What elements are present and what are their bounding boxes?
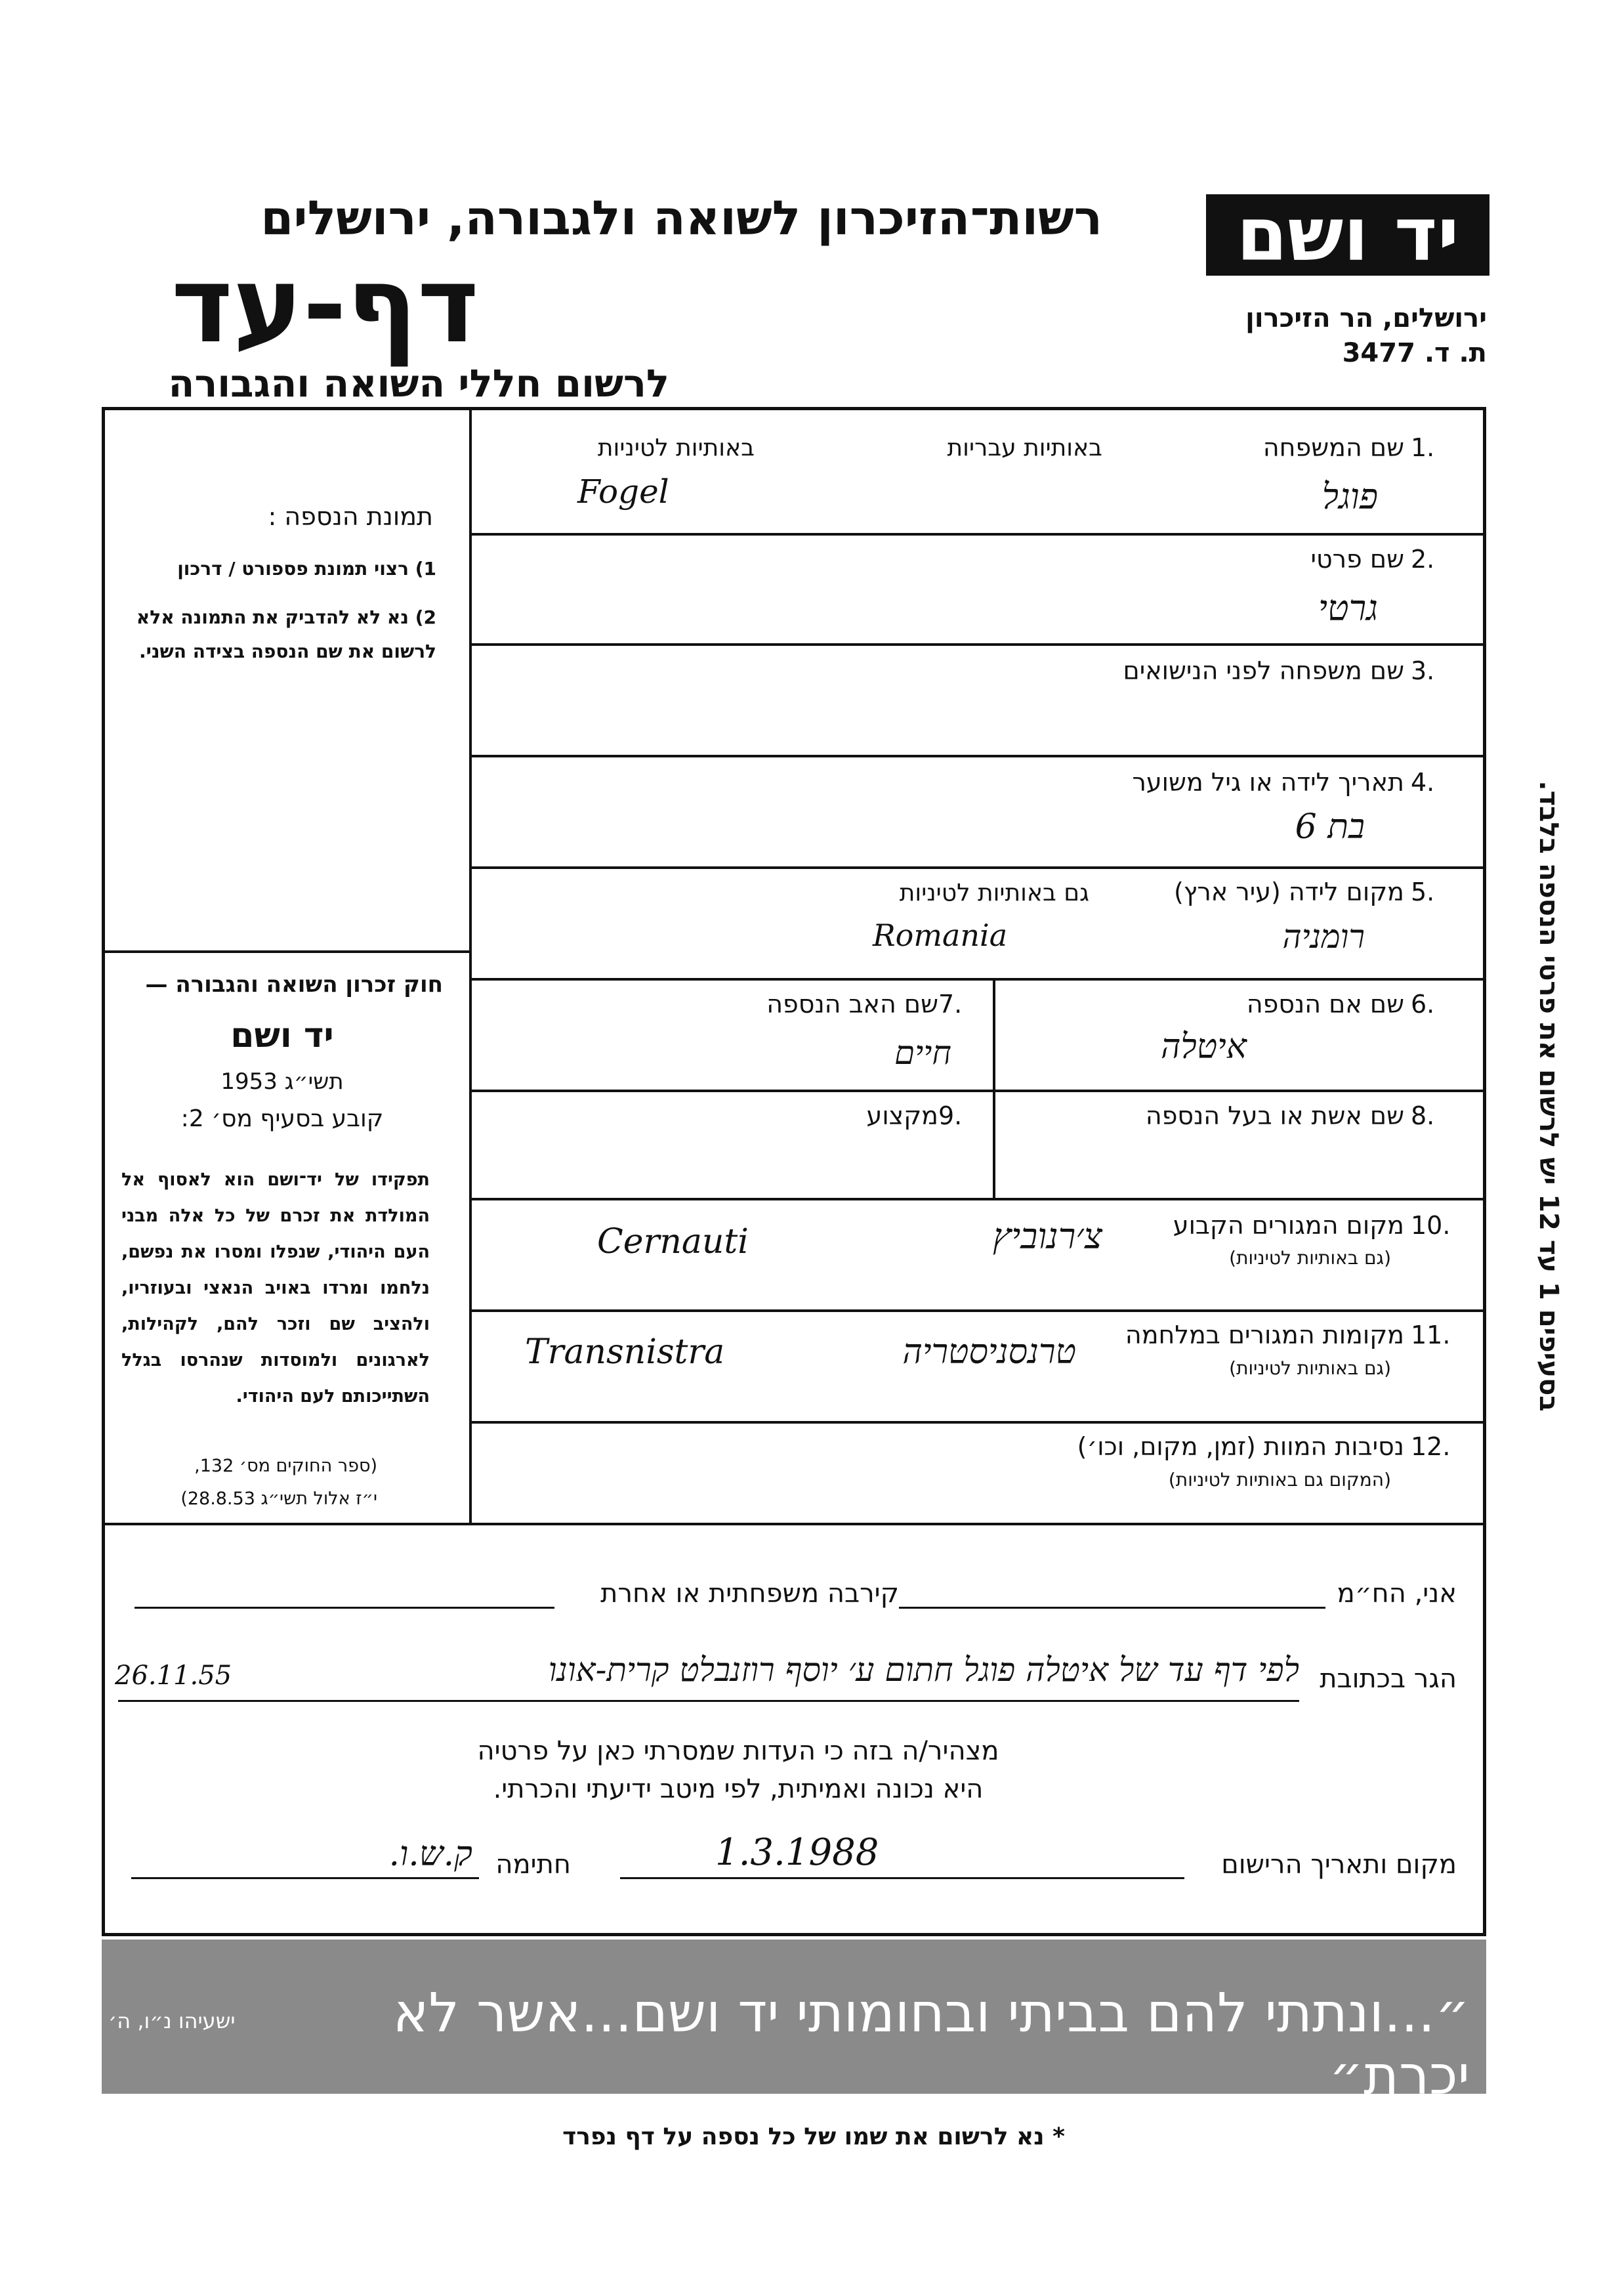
field-5-latin-value[interactable]: Romania <box>873 918 1008 953</box>
row-line <box>469 533 1486 536</box>
column-split <box>993 978 995 1198</box>
row-line <box>469 1198 1486 1200</box>
field-5-number: 5. <box>1411 878 1435 906</box>
field-6-value[interactable]: איטלה <box>1160 1027 1247 1067</box>
field-4-number: 4. <box>1411 768 1435 797</box>
row-line <box>469 755 1486 757</box>
field-1-latin-value[interactable]: Fogel <box>577 473 669 511</box>
place-date-label: מקום ותאריך הרישום <box>1221 1850 1457 1880</box>
signature-line[interactable] <box>131 1877 479 1879</box>
field-12-label: נסיבות המוות (זמן, מקום, וכו׳) <box>1077 1432 1404 1461</box>
photo-box-title: תמונת הנספה : <box>268 502 433 531</box>
row-line <box>469 866 1486 869</box>
field-1-number: 1. <box>1411 433 1435 462</box>
panel-divider <box>469 407 472 1523</box>
form-subtitle: לרשום חללי השואה והגבורה <box>168 361 669 406</box>
field-2-value[interactable]: גרטי <box>1318 587 1378 629</box>
field-10-number: 10. <box>1411 1211 1451 1240</box>
field-9-number: 9. <box>938 1101 963 1130</box>
law-citation-2: י״ז אלול תשי״ג 28.8.53) <box>180 1489 377 1509</box>
address-line[interactable] <box>118 1700 1299 1702</box>
field-11-latin-value[interactable]: Transnistra <box>525 1332 725 1372</box>
field-11-number: 11. <box>1411 1321 1451 1349</box>
field-6-number: 6. <box>1411 990 1435 1019</box>
field-12-sub: (המקום גם באותיות לטיניות) <box>1168 1469 1391 1491</box>
footer-note: * נא לרשום את שמו של כל נספה על דף נפרד <box>562 2123 1065 2150</box>
law-title: חוק זכרון השואה והגבורה — <box>145 971 443 998</box>
field-5-latin-caption: גם באותיות לטיניות <box>899 880 1089 906</box>
field-1-hebrew-value[interactable]: פוגל <box>1322 476 1378 517</box>
field-5-label: מקום לידה (עיר ארץ) <box>1174 878 1404 906</box>
field-3-label: שם משפחה לפני הנישואים <box>1123 656 1404 685</box>
field-11-label: מקומות המגורים במלחמה <box>1125 1321 1404 1349</box>
field-9-label: מקצוע <box>866 1101 938 1130</box>
address-line-1: ירושלים, הר הזיכרון <box>1245 303 1487 333</box>
row-line <box>469 978 1486 981</box>
side-instruction <box>1529 748 1568 1444</box>
law-citation-1: (ספר החוקים מס׳ 132, <box>194 1456 377 1476</box>
yad-vashem-logo: יד ושם <box>1206 194 1489 276</box>
field-2-label: שם פרטי <box>1310 545 1404 574</box>
field-10-latin-value[interactable]: Cernauti <box>597 1222 749 1262</box>
field-8-label: שם אשת או בעל הנספה <box>1145 1101 1404 1130</box>
banner-quote: ״...ונתתי להם בביתי ובחומותי יד ושם...אשר לא יכרת״ <box>392 1982 1470 2107</box>
field-3-number: 3. <box>1411 656 1435 685</box>
field-7-number: 7. <box>938 990 963 1019</box>
field-7-label: שם האב הנספה <box>766 990 938 1019</box>
place-date-line[interactable] <box>620 1877 1184 1879</box>
declarant-label: אני, הח״מ <box>1337 1579 1457 1609</box>
left-panel-separator <box>102 950 470 953</box>
institution-title: רשות־הזיכרון לשואה ולגבורה, ירושלים <box>260 190 1102 245</box>
field-1-label: שם המשפחה <box>1262 433 1404 462</box>
address-label: הגר בכתובת <box>1320 1664 1457 1694</box>
field-11-hebrew-value[interactable]: טרנסניסטריה <box>902 1332 1076 1372</box>
statement-line-1: מצהיר/ה בזה כי העדות שמסרתי כאן על פרטיה <box>477 1736 999 1766</box>
field-2-number: 2. <box>1411 545 1435 574</box>
field-10-label: מקום המגורים הקבוע <box>1173 1211 1404 1240</box>
field-4-label: תאריך לידה או גיל משוער <box>1132 768 1404 797</box>
photo-instruction-1: 1) רצוי תמונת פספורט / דרכון <box>177 558 436 580</box>
field-10-hebrew-value[interactable]: צ׳רנוביץ <box>993 1216 1102 1257</box>
law-clause: קובע בסעיף מס׳ 2: <box>180 1105 384 1132</box>
law-yad-vashem: יד ושם <box>230 1016 334 1055</box>
relation-line[interactable] <box>135 1607 554 1609</box>
address-date[interactable]: 26.11.55 <box>115 1661 232 1691</box>
field-8-number: 8. <box>1411 1101 1435 1130</box>
date-value[interactable]: 1.3.1988 <box>715 1831 879 1874</box>
field-10-sub: (גם באותיות לטיניות) <box>1229 1247 1391 1269</box>
field-5-hebrew-value[interactable]: רומניה <box>1282 918 1365 956</box>
row-line <box>469 643 1486 646</box>
field-1-hebrew-caption: באותיות עבריות <box>947 435 1102 461</box>
field-1-latin-caption: באותיות לטיניות <box>597 435 755 461</box>
form-title: דף-עד <box>171 244 479 366</box>
field-6-label: שם אם הנספה <box>1246 990 1404 1019</box>
law-body: תפקידו של יד־ושם הוא לאסוף אל המולדת את זכרם של כל אלה מבני העם היהודי, שנפלו ומסרו את נפשם, נלחמו ומרדו באויב הנאצי ובעוזריו, ולהציב שם וזכר להם, לקהילות, לארגונים ולמוסדות שנהרסו בגלל השתייכותם לעם היהודי. <box>121 1170 430 1407</box>
address-value[interactable]: לפי דף עד של איטלה פוגל חתום ע׳ יוסף רוזנבלט קרית-אונו <box>548 1651 1299 1689</box>
row-line <box>469 1421 1486 1424</box>
field-7-value[interactable]: חיים <box>894 1034 951 1072</box>
law-year: תשי״ג 1953 <box>220 1069 344 1095</box>
photo-instruction-2: 2) נא לא להדביק את התמונה אלא לרשום את שם הנספה בצידה השני. <box>136 606 436 662</box>
statement-line-2: היא נכונה ואמיתית, לפי מיטב ידיעתי והכרתי. <box>493 1774 984 1804</box>
row-line <box>469 1090 1486 1092</box>
declarant-line[interactable] <box>899 1607 1325 1609</box>
row-line <box>102 1523 1486 1525</box>
address-line-2: ת. ד. 3477 <box>1342 338 1487 368</box>
banner-reference: ישעיהו נ״ו, ה׳ <box>108 2008 236 2033</box>
field-11-sub: (גם באותיות לטיניות) <box>1229 1357 1391 1379</box>
signature-value[interactable]: ק.ש.ו. <box>388 1834 472 1874</box>
field-4-value[interactable]: בת 6 <box>1295 807 1365 847</box>
row-line <box>469 1309 1486 1312</box>
relation-label: קירבה משפחתית או אחרת <box>600 1579 899 1609</box>
field-12-number: 12. <box>1411 1432 1451 1461</box>
signature-label: חתימה <box>495 1850 571 1880</box>
side-instruction-text: בסעיפים 1 עד 12 יש לרשום את פרטי הנספה בלבד. <box>1533 780 1564 1412</box>
